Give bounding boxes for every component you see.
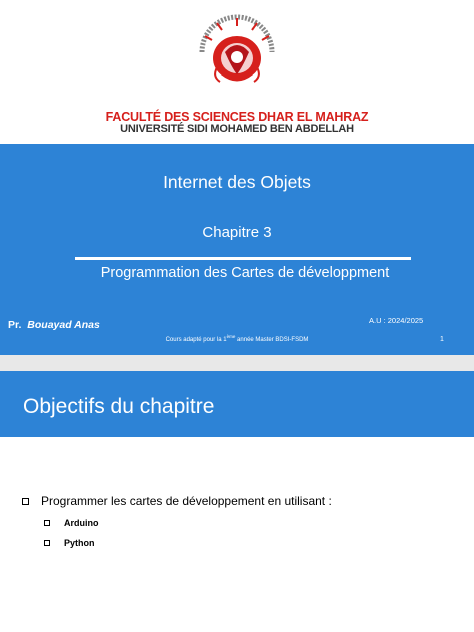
page-number: 1 — [440, 336, 444, 343]
faculty-emblem-logo — [192, 12, 282, 96]
sub-bullet-python: Python — [64, 538, 95, 548]
faculty-name — [0, 110, 474, 124]
checkbox-bullet-icon — [44, 540, 50, 546]
faculty-name-part2: DHAR EL MAHRAZ — [258, 110, 369, 124]
course-info — [0, 334, 474, 343]
checkbox-bullet-icon — [44, 520, 50, 526]
professor-prefix: Pr. — [8, 319, 22, 331]
list-item — [44, 518, 332, 528]
professor-name-text: Bouayad Anas — [27, 319, 100, 331]
list-item — [22, 494, 332, 508]
objectives-header — [0, 371, 474, 437]
slide-gap — [0, 355, 474, 371]
main-bullet-text: Programmer les cartes de développement en utilisant : — [41, 494, 332, 508]
course-info-after: année Master BDSI-FSDM — [235, 337, 309, 343]
university-name: UNIVERSITÉ SIDI MOHAMED BEN ABDELLAH — [120, 123, 354, 135]
professor-name — [8, 319, 100, 331]
chapter-label: Chapitre 3 — [202, 224, 272, 241]
title-separator — [75, 257, 411, 260]
objectives-title: Objectifs du chapitre — [23, 395, 215, 418]
checkbox-bullet-icon — [22, 498, 29, 505]
course-info-before: Cours adapté pour la 1 — [165, 337, 227, 343]
list-item — [44, 538, 332, 548]
chapter-subtitle: Programmation des Cartes de développment — [100, 265, 390, 281]
course-info-sup: ème — [226, 334, 236, 339]
sub-bullet-arduino: Arduino — [64, 518, 99, 528]
presentation-title: Internet des Objets — [163, 172, 311, 192]
faculty-name-part1: FACULTÉ DES SCIENCES — [105, 110, 259, 124]
objectives-list — [22, 494, 332, 548]
logo-area — [0, 0, 474, 144]
academic-year: A.U : 2024/2025 — [369, 316, 424, 325]
objectives-slide — [0, 371, 474, 632]
